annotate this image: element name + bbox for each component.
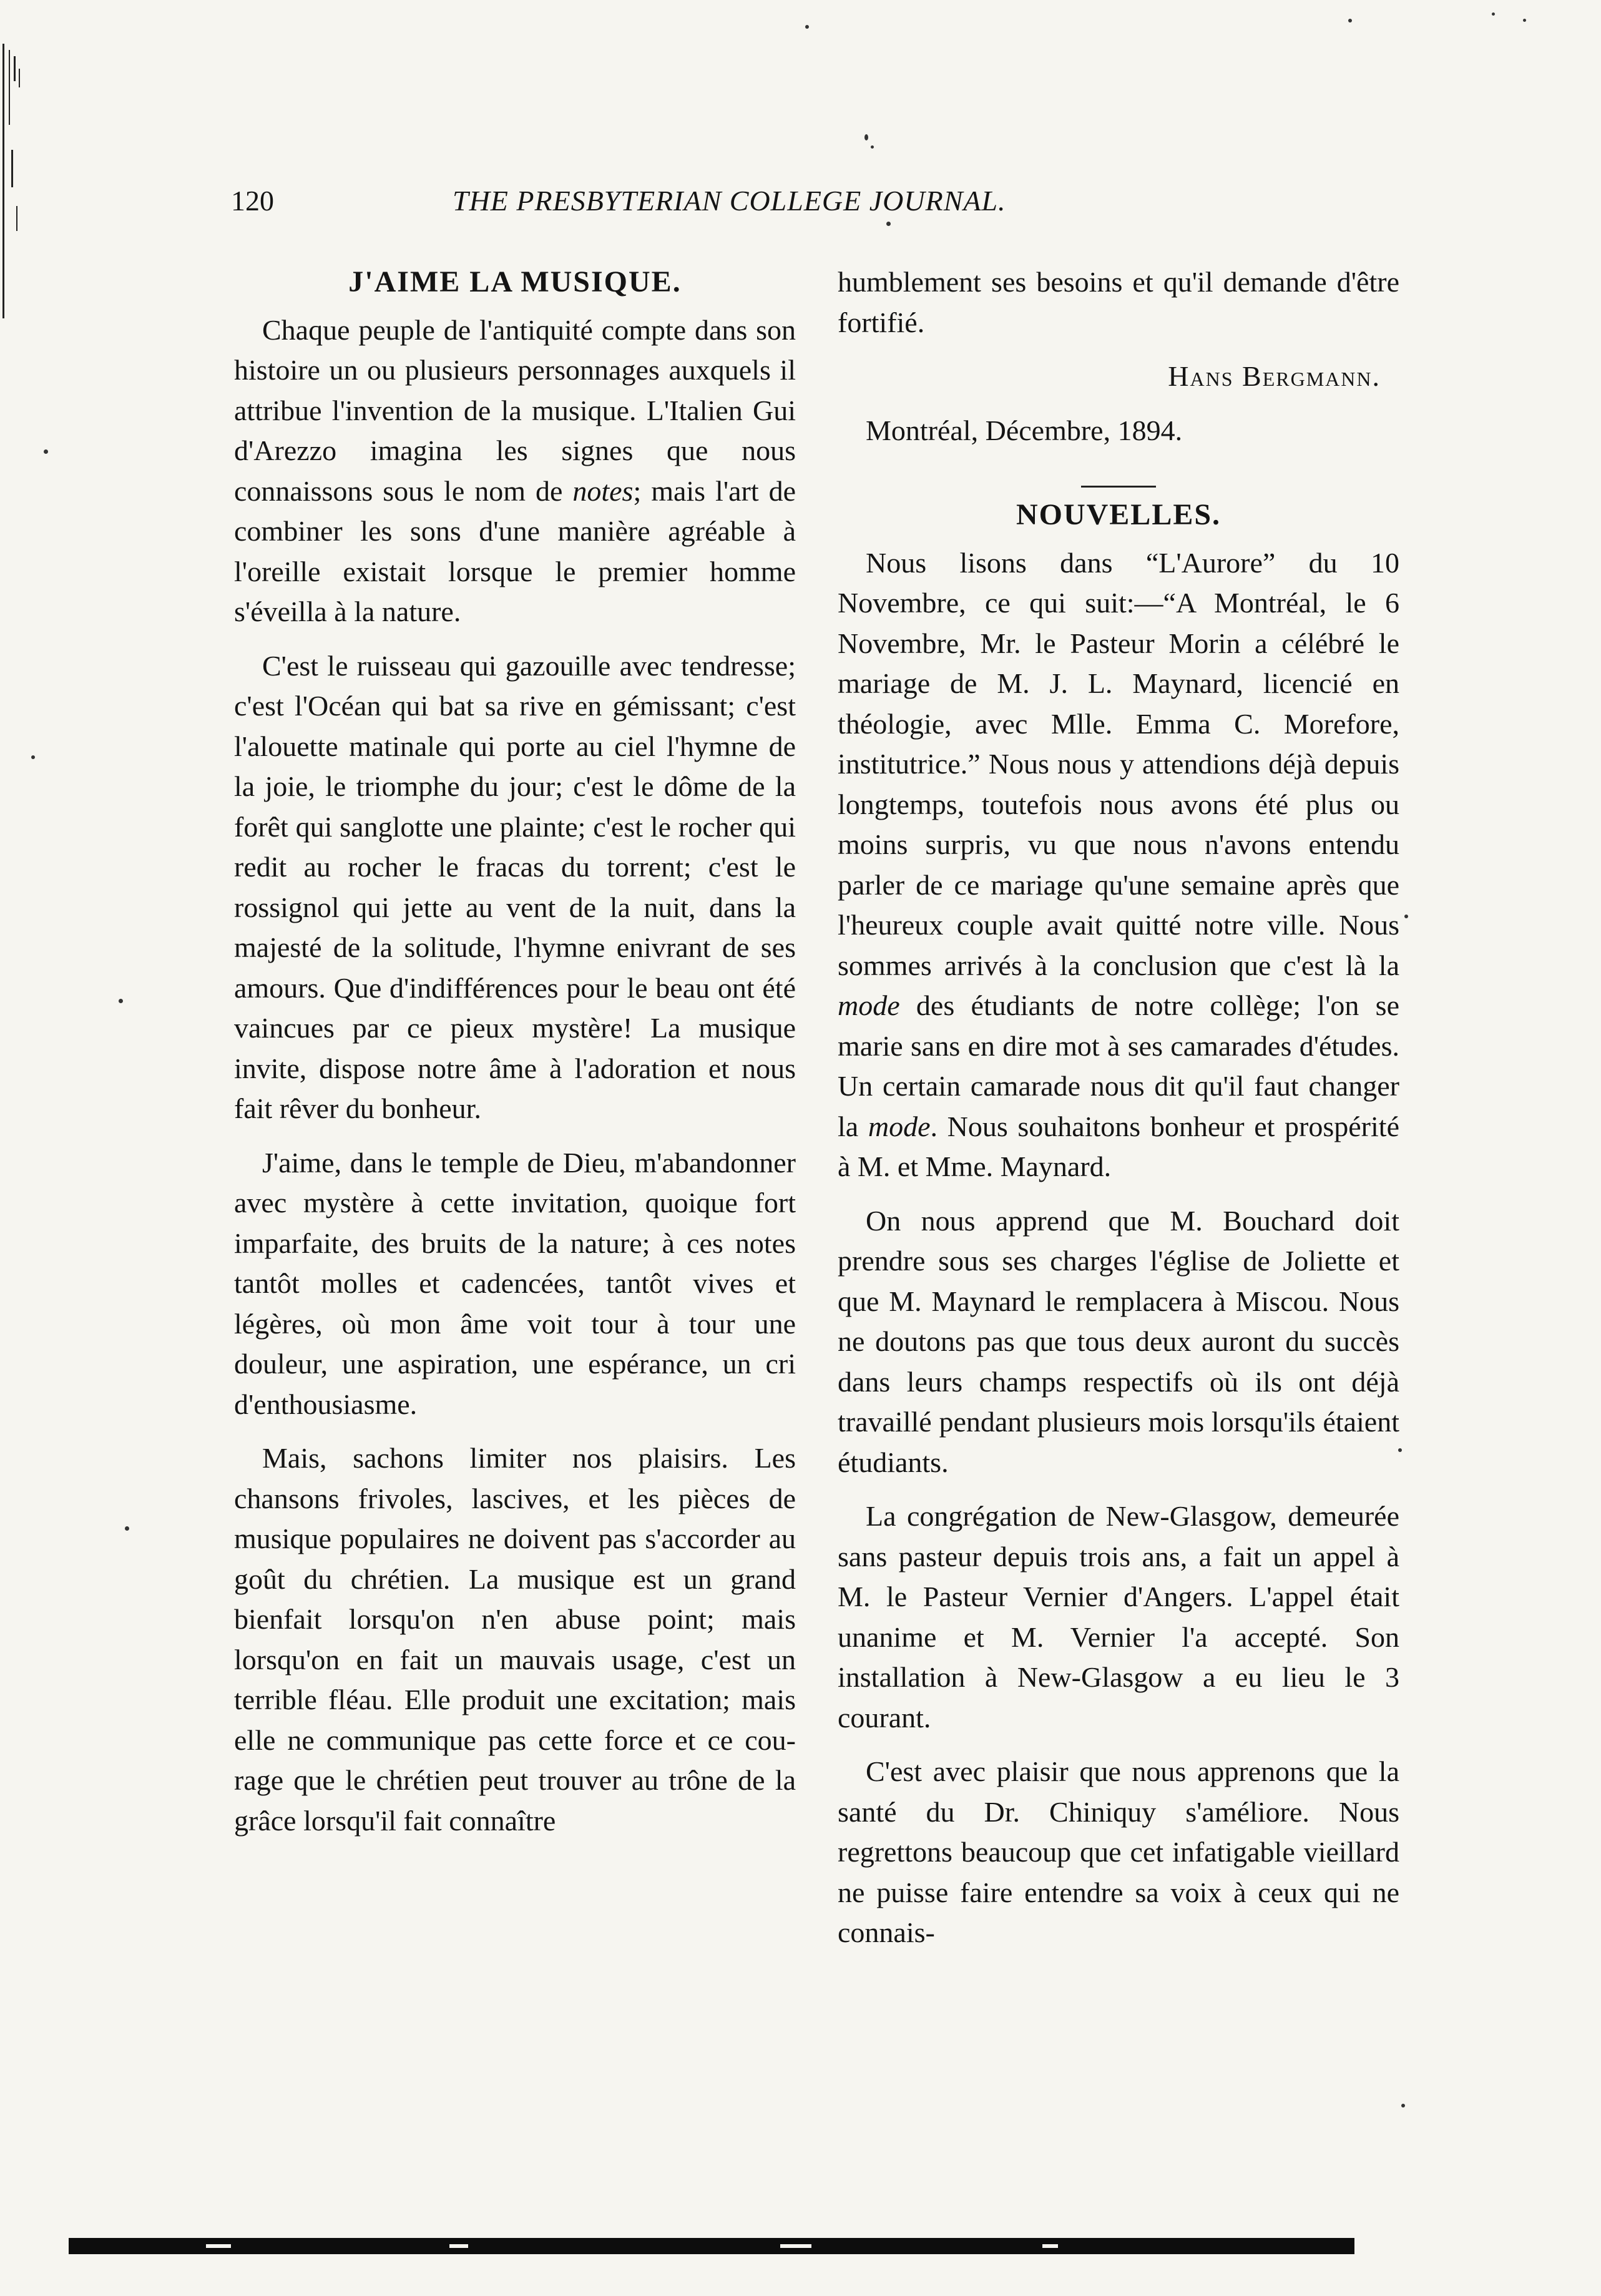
right-column [838,262,1399,1953]
scan-bottom-edge [69,2238,1354,2254]
scan-speck [44,449,48,454]
paragraph: Chaque peuple de l'antiquité compte dans son histoire un ou plusieurs personnages auxquels il attribue l'invention de la musique. L'Italien Gui d'Arezzo imagina les signes que nous connaissons sous le nom de notes; mais l'art de combiner les sons d'une manière agréable à l'oreille existait lorsque le premier homme s'éveilla à la nature. [234,313,796,627]
scan-speck [871,145,874,149]
paragraph-continuation: humblement ses besoins et qu'il demande d'être fortifié. [838,266,1399,338]
italic-term: mode [868,1110,931,1142]
scan-speck [1492,12,1495,16]
article-heading-musique: J'AIME LA MUSIQUE. [348,265,682,298]
italic-term: mode [838,989,900,1021]
scan-speck [125,1526,129,1531]
section-divider [1081,486,1156,488]
running-title: THE PRESBYTERIAN COLLEGE JOURNAL. [453,185,1006,217]
section-heading-nouvelles: NOUVELLES. [1016,498,1222,531]
scan-speck [1523,19,1526,22]
scan-binding-marks [0,0,37,325]
page-number: 120 [231,185,274,217]
page-header [231,184,1155,234]
scan-speck [1404,915,1408,918]
left-column [234,262,796,1841]
author-signature: Hans Bergmann. [1168,360,1381,392]
scan-speck [31,755,35,759]
scan-speck [805,25,809,29]
scan-speck [119,999,123,1003]
italic-term: notes [572,474,634,507]
paragraph: La congrégation de New-Glasgow, demeurée sans pasteur depuis trois ans, a fait un appel à M. le Pasteur Vernier d'Angers. L'appel était unanime et M. Vernier l'a accepté. Son installation à New-Glasgow a eu lieu le 3 courant. [838,1500,1399,1734]
paragraph: On nous apprend que M. Bouchard doit prendre sous ses charges l'église de Joliette et que M. Maynard le remplacera à Miscou. Nous ne doutons pas que tous deux auront du succès dans leurs champs respectifs où ils ont déjà travaillé pendant plusieurs mois lorsqu'ils étaient étudiants. [838,1204,1399,1478]
scan-speck [1401,2104,1405,2107]
paragraph: J'aime, dans le temple de Dieu, m'abandonner avec mystère à cette invitation, quoique fort imparfaite, des bruits de la nature; à ces notes tantôt molles et cadencées, tantôt vives et légères, où mon âme voit tour à tour une douleur, une aspiration, une espérance, un cri d'enthousiasme. [234,1146,796,1420]
paragraph: C'est le ruisseau qui gazouille avec tendresse; c'est l'Océan qui bat sa rive en gémissant; c'est l'alouette matinale qui porte au ciel l'hymne de la joie, le triomphe du jour; c'est le dôme de la forêt qui sanglotte une plainte; c'est le rocher qui redit au rocher le fracas du torrent; c'est le rossignol qui jette au vent de la nuit, dans la majesté de la solitude, l'hymne enivrant de ses amours. Que d'indifférences pour le beau ont été vaincues par ce pieux mystère! La musique invite, dispose notre âme à l'adoration et nous fait rêver du bonheur. [234,649,796,1124]
paragraph: Nous lisons dans “L'Aurore” du 10 Novembre, ce qui suit:—“A Montréal, le 6 Novembre, Mr. le Pasteur Morin a célébré le mariage de M. J. L. Maynard, licencié en théologie, avec Mlle. Emma C. Morefore, institutrice.” Nous nous y attendions déjà depuis longtemps, toutefois nous avons été plus ou moins surpris, vu que nous n'avons entendu parler de ce mariage qu'une semaine après que l'heureux couple avait quitté notre ville. Nous sommes arrivés à la conclusion que c'est là la mode des étudiants de notre collège; l'on se marie sans en dire mot à ses camarades d'études. Un certain camarade nous dit qu'il faut changer la mode. Nous souhaitons bonheur et prospérité à M. et Mme. Maynard. [838,546,1399,1182]
scan-speck [1348,19,1352,22]
paragraph: Mais, sachons limiter nos plaisirs. Les chansons frivoles, lascives, et les pièces de musique populaires ne doivent pas s'accorder au goût du chrétien. La musique est un grand bienfait lorsqu'on n'en abuse point; mais lorsqu'on en fait un mauvais usage, c'est un terrible fléau. Elle produit une excitation; mais elle ne communique pas cette force et ce courage que le chrétien peut trouver au trône de la grâce lorsqu'il fait connaître [234,1442,796,1837]
scan-speck [864,134,868,140]
dateline: Montréal, Décembre, 1894. [866,414,1183,446]
paragraph: C'est avec plaisir que nous apprenons que la santé du Dr. Chiniquy s'améliore. Nous regrettons beaucoup que cet infatigable vieillard ne puisse faire entendre sa voix à ceux qui ne connais- [838,1755,1399,1948]
